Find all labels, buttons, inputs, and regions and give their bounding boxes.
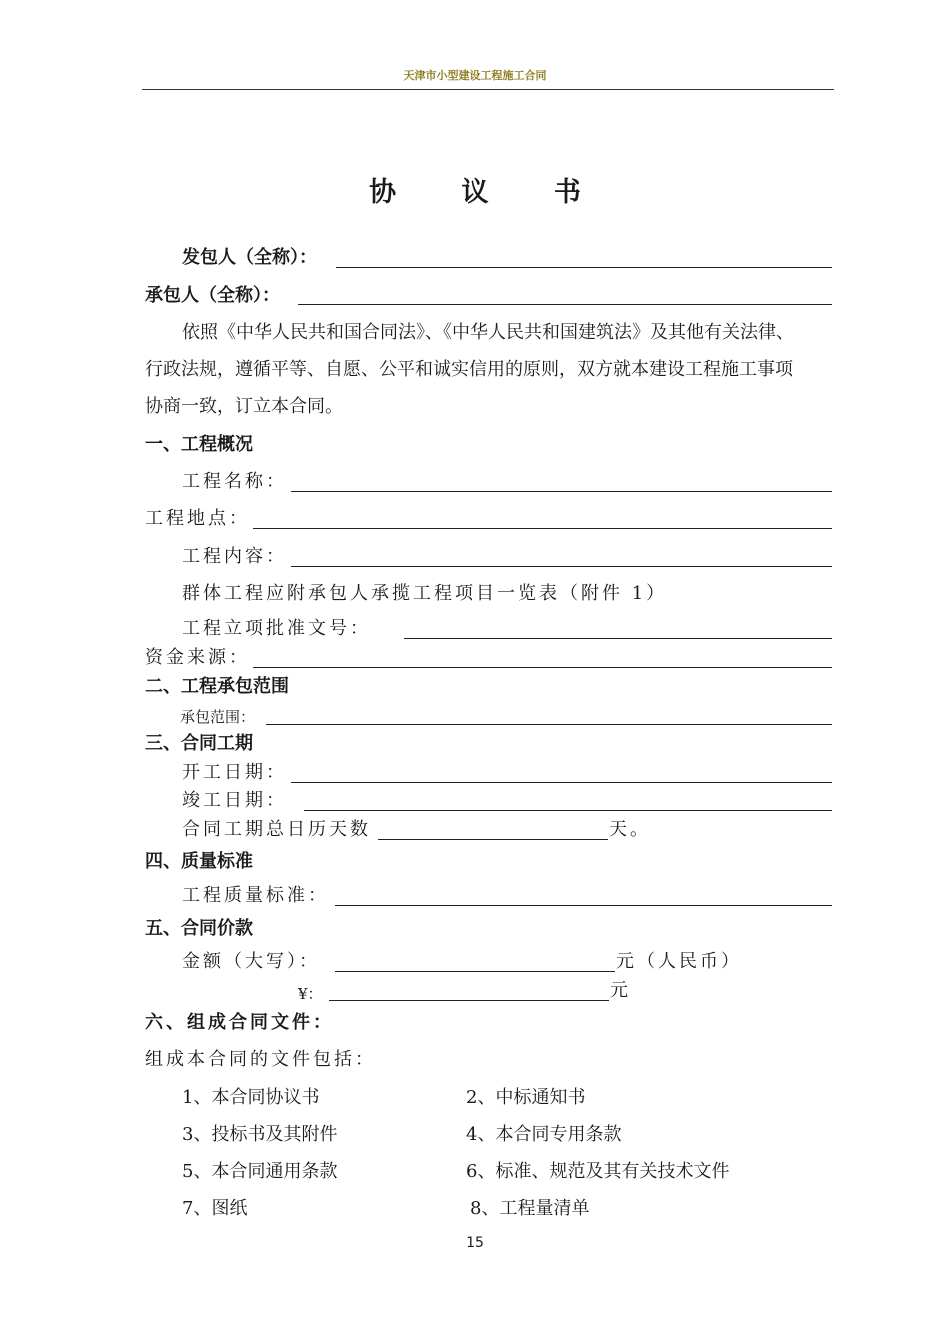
amount-yen-unit: 元 [610,980,628,1001]
section-6-heading: 六、组成合同文件： [145,1012,334,1033]
project-content-field[interactable] [291,566,832,567]
total-days-field[interactable] [378,839,608,840]
contract-doc-item: 3、投标书及其附件 [182,1124,338,1145]
amount-words-unit: 元（人民币） [616,951,742,972]
group-project-note: 群体工程应附承包人承揽工程项目一览表（附件 1） [182,583,668,604]
scope-field[interactable] [266,724,832,725]
document-title: 协 议 书 [369,177,609,208]
section-1-heading: 一、工程概况 [145,434,253,455]
intro-line-1: 依照《中华人民共和国合同法》、《中华人民共和国建筑法》及其他有关法律、 [182,322,794,343]
contract-doc-item: 8、工程量清单 [470,1198,590,1219]
total-days-unit: 天。 [609,819,651,840]
header-rule [142,89,834,90]
running-header: 天津市小型建设工程施工合同 [403,69,547,82]
approval-number-field[interactable] [404,638,832,639]
contract-doc-item: 7、图纸 [182,1198,248,1219]
amount-yen-field[interactable] [329,1000,609,1001]
employer-field[interactable] [336,267,832,268]
funding-source-field[interactable] [253,667,832,668]
section-4-heading: 四、质量标准 [145,851,253,872]
scope-label: 承包范围： [180,708,256,726]
contract-doc-item: 5、本合同通用条款 [182,1161,338,1182]
contract-doc-item: 6、标准、规范及其有关技术文件 [466,1161,730,1182]
end-date-label: 竣工日期： [182,790,287,811]
contract-docs-intro: 组成本合同的文件包括： [145,1049,376,1070]
funding-source-label: 资金来源： [145,647,250,668]
contractor-label: 承包人（全称）： [145,285,280,306]
project-name-label: 工程名称： [182,471,287,492]
intro-line-3: 协商一致，订立本合同。 [145,396,343,417]
approval-number-label: 工程立项批准文号： [182,618,371,639]
contract-doc-item: 4、本合同专用条款 [466,1124,622,1145]
project-location-label: 工程地点： [145,508,250,529]
quality-standard-label: 工程质量标准： [182,885,329,906]
total-days-label: 合同工期总日历天数 [182,819,371,840]
amount-yen-label: ¥： [298,985,323,1003]
section-5-heading: 五、合同价款 [145,918,253,939]
employer-label: 发包人（全称）： [182,247,317,268]
start-date-label: 开工日期： [182,762,287,783]
contractor-field[interactable] [298,304,832,305]
section-3-heading: 三、合同工期 [145,733,253,754]
contract-doc-item: 2、中标通知书 [466,1087,586,1108]
amount-words-label: 金额（大写）： [182,951,320,972]
amount-words-field[interactable] [335,971,615,972]
section-2-heading: 二、工程承包范围 [145,676,289,697]
quality-standard-field[interactable] [335,905,832,906]
end-date-field[interactable] [304,810,832,811]
start-date-field[interactable] [291,782,832,783]
project-content-label: 工程内容： [182,546,287,567]
contract-doc-item: 1、本合同协议书 [182,1087,320,1108]
project-name-field[interactable] [291,491,832,492]
intro-line-2: 行政法规，遵循平等、自愿、公平和诚实信用的原则，双方就本建设工程施工事项 [145,359,793,380]
page-number: 15 [466,1235,484,1251]
project-location-field[interactable] [253,528,832,529]
